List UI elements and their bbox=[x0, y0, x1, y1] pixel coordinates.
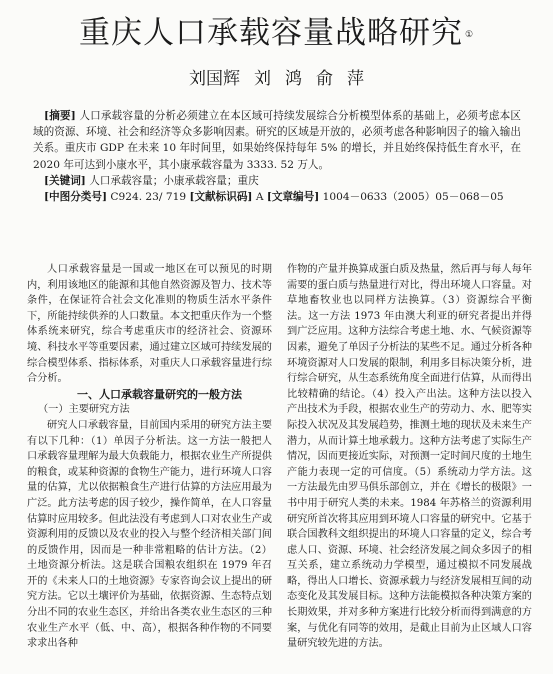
subsection-heading-1: （一）主要研究方法 bbox=[38, 404, 130, 416]
doc-code-label: [文献标识码] bbox=[189, 191, 253, 204]
classification-line bbox=[33, 189, 521, 205]
author-2-part-2: 鸿 bbox=[285, 69, 302, 89]
paper-title bbox=[0, 14, 553, 52]
author-2-part-1: 刘 bbox=[254, 69, 271, 89]
article-id-value: 1004－0633（2005）05－068－05 bbox=[322, 191, 504, 204]
abstract-label: [摘要] bbox=[44, 110, 76, 122]
author-3-part-2: 萍 bbox=[347, 69, 364, 89]
author-line bbox=[0, 68, 553, 90]
body-columns bbox=[27, 262, 532, 668]
keywords bbox=[33, 173, 521, 189]
abstract-text: 人口承载容量的分析必须建立在本区域可持续发展综合分析模型体系的基础上，必须考虑本区域的资源、环境、社会和经济等众多影响因素。研究的区域是开放的，必须考虑各种影响因子的输入输出关系。重庆市 GDP 在未来 10 年时间里，如果始终保持每年 5% 的增长，并且始终保持低生育水平，在 2020 年可达到小康水平，其小康承载容量为 3333. 52 万人。 bbox=[33, 110, 521, 171]
section-heading-1: 一、人口承载容量研究的一般方法 bbox=[77, 387, 242, 401]
title-text: 重庆人口承载容量战略研究 bbox=[78, 15, 463, 51]
abstract bbox=[33, 108, 521, 173]
left-column bbox=[27, 262, 272, 668]
footnote-mark: ① bbox=[464, 30, 475, 40]
author-3-part-1: 俞 bbox=[316, 69, 333, 89]
article-id-label: [文章编号] bbox=[266, 191, 320, 204]
doc-code-value: A bbox=[255, 191, 264, 204]
intro-paragraph: 人口承载容量是一国或一地区在可以预见的时期内，利用该地区的能源和其他自然资源及智力、技术等条件，在保证符合社会文化准则的物质生活水平条件下，所能持续供养的人口数量。本文把重庆作为一个整体系统来研究，综合考虑重庆市的经济社会、资源环境、科技水平等重要因素，通过建立区域可持续发展的综合模型体系、指标体系，对重庆人口承载容量进行综合分析。 bbox=[27, 264, 272, 385]
clc-value: C924. 23/ 719 bbox=[110, 191, 187, 204]
abstract-block bbox=[33, 108, 521, 205]
author-1: 刘国辉 bbox=[189, 69, 240, 89]
methods-continued-paragraph: 作物的产量并换算成蛋白质及热量，然后再与每人每年需要的蛋白质与热量进行对比，得出环境人口容量。对草地畜牧业也以同样方法换算。（3）资源综合平衡法。这一方法 1973 年由澳大利亚的研究者提出并得到广泛应用。这种方法综合考虑土地、水、气候资源等因素，避免了单因子分析法的某些不足。通过分析各种环境资源对人口发展的限制，利用多目标决策分析，进行综合研究，从生态系统角度全面进行估算，从而得出比较精确的结论。（4）投入产出法。这种方法以投入产出技术为手段，根据农业生产的劳动力、水、肥等实际投入状况及其发展趋势，推测土地的现状及未来生产潜力，从而计算土地承载力。这种方法考虑了实际生产情况，因而更接近实际，对预测一定时间尺度的土地生产能力表现一定的可信度。（5）系统动力学方法。这一方法最先由罗马俱乐部创立，并在《增长的极限》一书中用于研究人类的未来。1984 年苏格兰的资源利用研究所首次将其应用到环境人口容量的研究中。它基于联合国教科文组织提出的环境人口容量的定义，综合考虑人口、资源、环境、社会经济发展之间众多因子的相互关系，建立系统动力学模型，通过模拟不同发展战略，得出人口增长、资源承载力与经济发展相互间的动态变化及其发展目标。这种方法能模拟各种决策方案的长期效果，并对多种方案进行比较分析而得到满意的方案，与优化有同等的效用，是截止目前为止区域人口容量研究较先进的方法。 bbox=[287, 264, 532, 650]
keywords-text: 人口承载容量；小康承载容量；重庆 bbox=[89, 174, 259, 187]
methods-paragraph: 研究人口承载容量，目前国内采用的研究方法主要有以下几种：（1）单因子分析法。这一方法一般把人口承载容量理解为最大负载能力，根据农业生产所提供的粮食，或某种资源的食物生产能力，进行环境人口容量的估算，尤以依据粮食生产进行估算的方法应用最为广泛。此方法考虑的因子较少，操作简单，在人口容量估算时应用较多。但此法没有考虑到人口对农业生产或资源利用的反馈以及农业的投入与整个经济相关部门间的反馈作用，因而是一种非常粗略的估计方法。（2）土地资源分析法。这是联合国粮农组织在 1979 年召开的《未来人口的土地资源》专家咨询会议上提出的研究方法。它以土壤评价为基础，依据资源、生态特点划分出不同的农业生态区，并给出各类农业生态区的三种农业生产水平（低、中、高），根据各种作物的不同要求求出各种 bbox=[27, 419, 272, 650]
right-column bbox=[287, 262, 532, 668]
keywords-label: [关键词] bbox=[44, 174, 86, 187]
clc-label: [中图分类号] bbox=[44, 191, 107, 204]
